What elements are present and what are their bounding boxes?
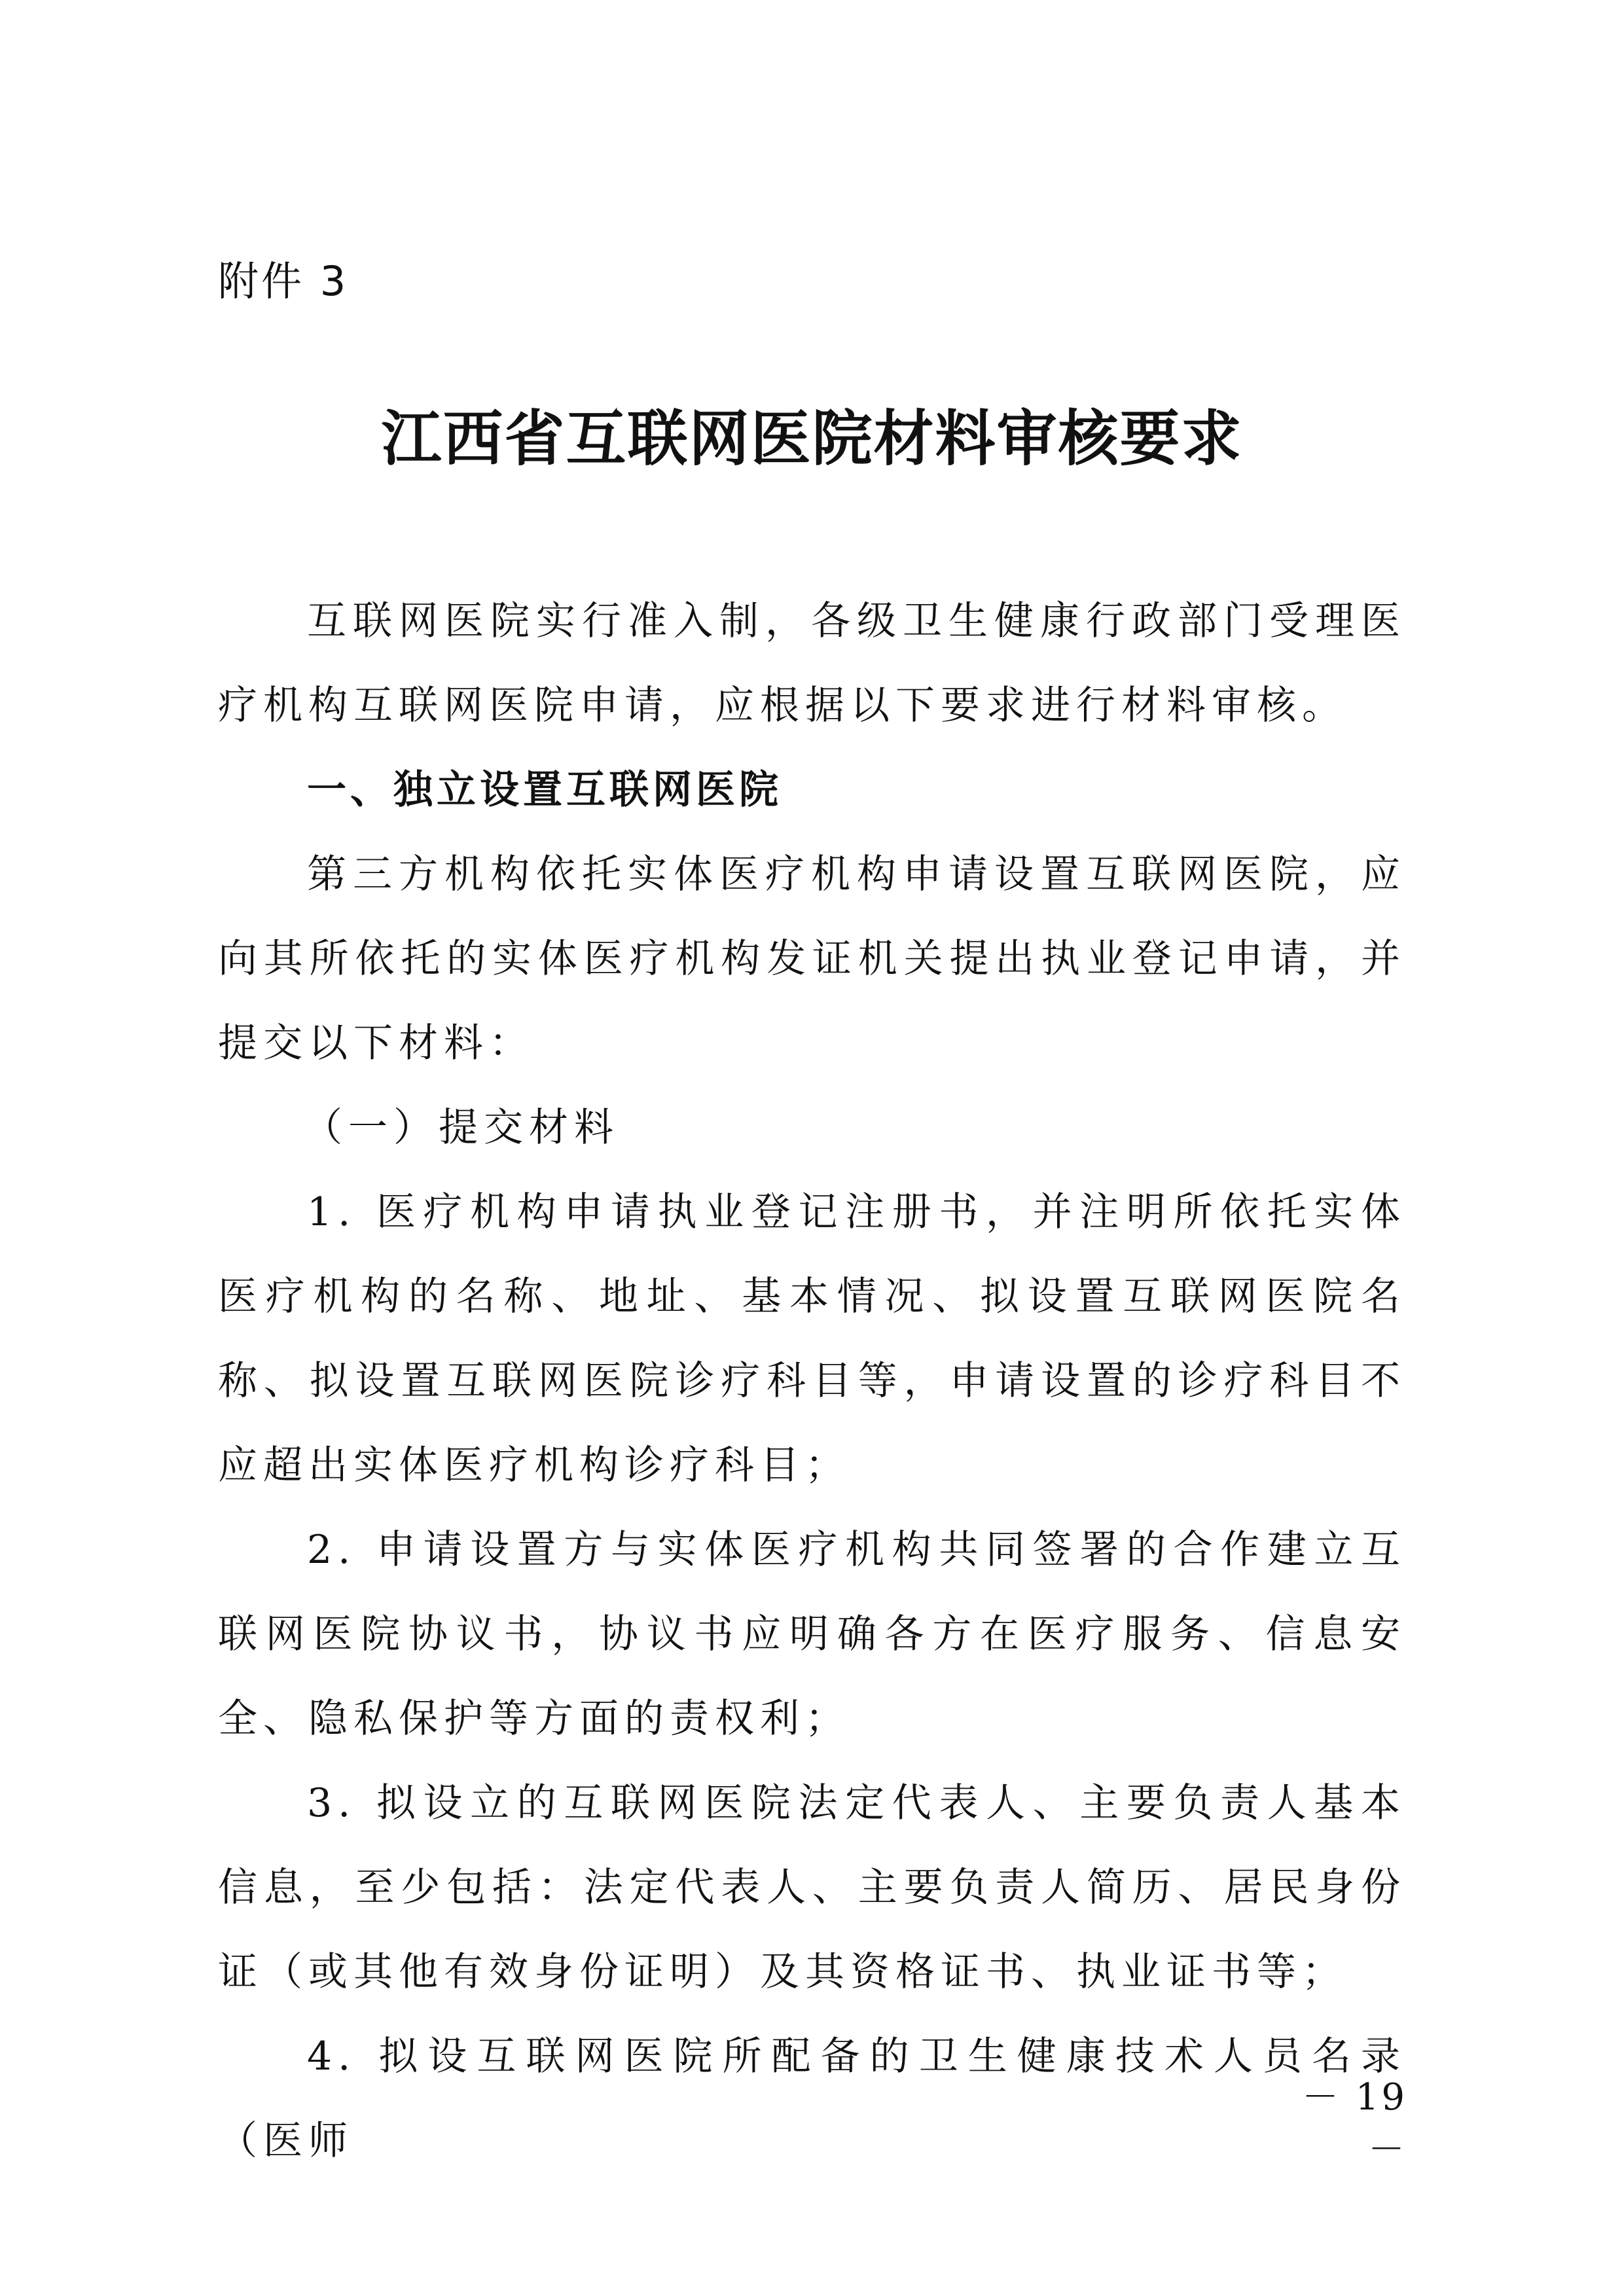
- intro-paragraph: 互联网医院实行准入制，各级卫生健康行政部门受理医疗机构互联网医院申请，应根据以下要求进行材料审核。: [218, 598, 1406, 728]
- list-item: 4. 拟设互联网医院所配备的卫生健康技术人员名录（医师: [218, 2034, 1406, 2164]
- attachment-label: 附件 3: [218, 257, 349, 305]
- page-number: － 19 －: [1301, 2076, 1407, 2171]
- section-paragraph: 第三方机构依托实体医疗机构申请设置互联网医院，应向其所依托的实体医疗机构发证机关提出执业登记申请，并提交以下材料：: [218, 852, 1406, 1066]
- document-title: 江西省互联网医院材料审核要求: [381, 403, 1243, 474]
- subsection-heading: （一）提交材料: [303, 1105, 619, 1151]
- document-body: [218, 579, 1406, 2183]
- list-item: 1. 医疗机构申请执业登记注册书，并注明所依托实体医疗机构的名称、地址、基本情况、拟设置互联网医院名称、拟设置互联网医院诊疗科目等，申请设置的诊疗科目不应超出实体医疗机构诊疗科目；: [218, 1189, 1406, 1488]
- section-heading: 一、独立设置互联网医院: [307, 767, 782, 813]
- list-item: 2. 申请设置方与实体医疗机构共同签署的合作建立互联网医院协议书，协议书应明确各方在医疗服务、信息安全、隐私保护等方面的责权利；: [218, 1527, 1406, 1742]
- list-item: 3. 拟设立的互联网医院法定代表人、主要负责人基本信息，至少包括：法定代表人、主要负责人简历、居民身份证（或其他有效身份证明）及其资格证书、执业证书等；: [218, 1780, 1406, 1995]
